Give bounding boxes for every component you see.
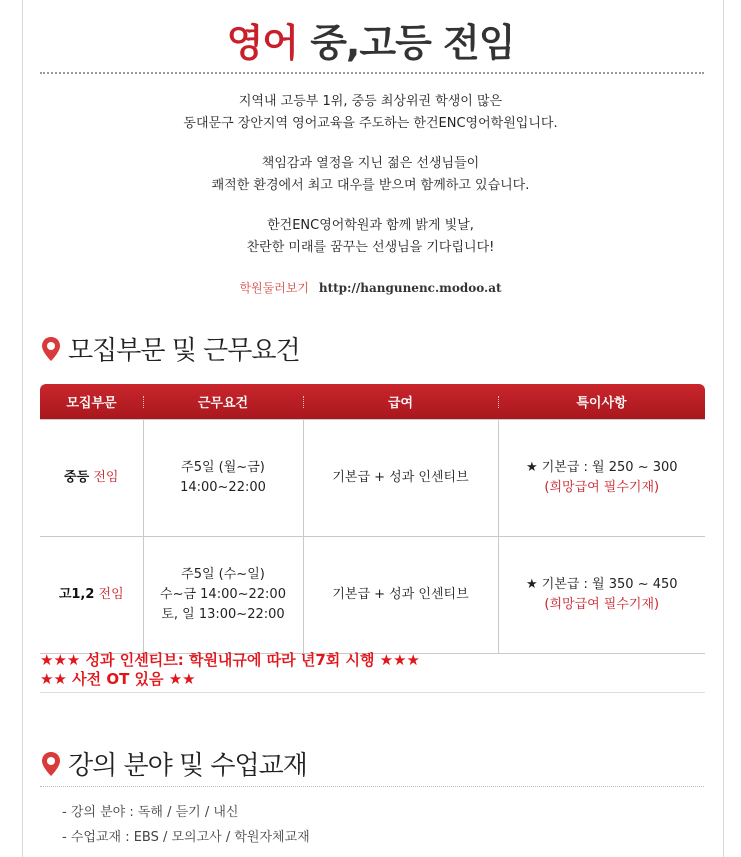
visit-label: 학원둘러보기 xyxy=(239,281,310,295)
visit-url-link[interactable]: http://hangunenc.modoo.at xyxy=(318,281,502,295)
intro-line: 쾌적한 환경에서 최고 대우를 받으며 함께하고 있습니다. xyxy=(211,178,530,193)
column-header: 근무요건 xyxy=(143,384,303,420)
section-lecture-heading xyxy=(40,745,307,782)
page-title xyxy=(0,12,741,67)
intro-line: 동대문구 장안지역 영어교육을 주도하는 한건ENC영어학원입니다. xyxy=(183,116,558,131)
intro-line: 찬란한 미래를 꿈꾸는 선생님을 기다립니다! xyxy=(246,240,495,255)
intro-paragraph-3 xyxy=(0,215,741,259)
title-divider xyxy=(40,72,704,74)
section-divider xyxy=(40,786,704,787)
intro-paragraph-2 xyxy=(0,153,741,197)
note-cell: ★ 기본급 : 월 250 ~ 300 (희망급여 필수기재) xyxy=(498,420,705,537)
column-header: 급여 xyxy=(303,384,498,420)
condition-cell: 주5일 (월~금) 14:00~22:00 xyxy=(143,420,303,537)
intro-paragraph-1 xyxy=(0,91,741,135)
section-title: 강의 분야 및 수업교재 xyxy=(68,751,307,781)
notice-line: ★★★ 성과 인센티브: 학원내규에 따라 년7회 시행 ★★★ xyxy=(40,651,421,669)
section-title: 모집부문 및 근무요건 xyxy=(68,336,300,366)
table-row xyxy=(40,420,705,537)
list-item: - 강의 분야 : 독해 / 듣기 / 내신 xyxy=(62,805,239,820)
title-highlight: 영어 xyxy=(226,21,298,65)
intro-text xyxy=(0,91,741,277)
dept-cell: 고1,2 전임 xyxy=(40,537,143,654)
recruit-table xyxy=(40,384,705,654)
column-header: 특이사항 xyxy=(498,384,705,420)
intro-line: 책임감과 열정을 지닌 젊은 선생님들이 xyxy=(261,156,480,171)
list-item: - 수업교재 : EBS / 모의고사 / 학원자체교재 xyxy=(62,830,310,845)
section-recruit-heading xyxy=(40,330,300,367)
pay-cell: 기본급 + 성과 인센티브 xyxy=(303,420,498,537)
note-cell: ★ 기본급 : 월 350 ~ 450 (희망급여 필수기재) xyxy=(498,537,705,654)
title-rest: 중,고등 전임 xyxy=(310,21,515,65)
notice-line: ★★ 사전 OT 있음 ★★ xyxy=(40,670,196,688)
lecture-info-list xyxy=(62,800,310,850)
intro-line: 지역내 고등부 1위, 중등 최상위권 학생이 많은 xyxy=(238,94,503,109)
condition-cell: 주5일 (수~일) 수~금 14:00~22:00 토, 일 13:00~22:00 xyxy=(143,537,303,654)
map-pin-icon xyxy=(40,336,62,362)
map-pin-icon xyxy=(40,751,62,777)
intro-line: 한건ENC영어학원과 함께 밝게 빛날, xyxy=(267,218,474,233)
visit-link-row xyxy=(0,279,741,296)
table-row xyxy=(40,537,705,654)
column-header: 모집부문 xyxy=(40,384,143,420)
notice-text xyxy=(40,651,705,693)
dept-cell: 중등 전임 xyxy=(40,420,143,537)
pay-cell: 기본급 + 성과 인센티브 xyxy=(303,537,498,654)
table-header-row xyxy=(40,384,705,420)
